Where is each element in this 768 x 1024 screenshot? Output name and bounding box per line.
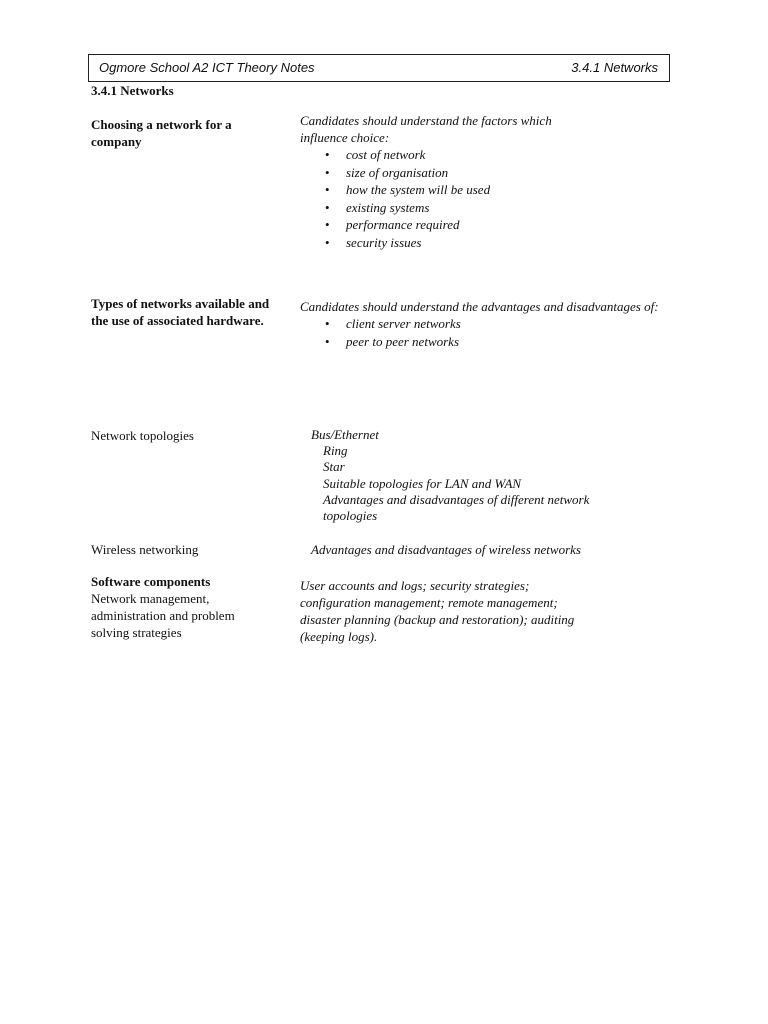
topology-line: Suitable topologies for LAN and WAN <box>323 475 522 491</box>
topology-line: Bus/Ethernet <box>311 427 379 442</box>
list-item: • peer to peer networks <box>300 333 678 351</box>
topology-line: Star <box>323 459 345 475</box>
topology-line: Advantages and disadvantages of different network topologies <box>323 491 590 524</box>
software-heading: Software components <box>91 574 211 589</box>
list-item: • client server networks <box>300 315 678 333</box>
page-header <box>88 54 670 82</box>
topologies-content <box>300 427 630 524</box>
types-intro: Candidates should understand the advantages and disadvantages of: <box>300 299 659 314</box>
wireless-text: Advantages and disadvantages of wireless networks <box>311 542 581 557</box>
header-school-title: Ogmore School A2 ICT Theory Notes <box>99 60 315 75</box>
types-heading: Types of networks available and the use of associated hardware. <box>91 296 270 328</box>
list-item: • cost of network <box>300 146 600 164</box>
wireless-heading: Wireless networking <box>91 542 199 557</box>
list-item: • size of organisation <box>300 164 600 182</box>
software-text: User accounts and logs; security strategies; configuration management; remote management; disaster planning (backup and restoration); auditing (keeping logs). <box>300 578 575 644</box>
topologies-heading: Network topologies <box>91 428 194 443</box>
choosing-content <box>300 112 600 251</box>
list-item: • existing systems <box>300 199 600 217</box>
choosing-heading: Choosing a network for a company <box>91 117 232 149</box>
topology-line: Ring <box>323 443 348 459</box>
software-column <box>91 573 276 641</box>
document-title: 3.4.1 Networks <box>91 83 174 98</box>
list-item: • how the system will be used <box>300 181 600 199</box>
header-section-number: 3.4.1 Networks <box>571 60 658 75</box>
types-content <box>300 298 678 350</box>
software-subheading: Network management, administration and problem solving strategies <box>91 591 235 640</box>
types-network-list <box>300 315 678 350</box>
choosing-intro: Candidates should understand the factors which influence choice: <box>300 113 552 145</box>
list-item: • security issues <box>300 234 600 252</box>
choosing-factor-list <box>300 146 600 251</box>
list-item: • performance required <box>300 216 600 234</box>
